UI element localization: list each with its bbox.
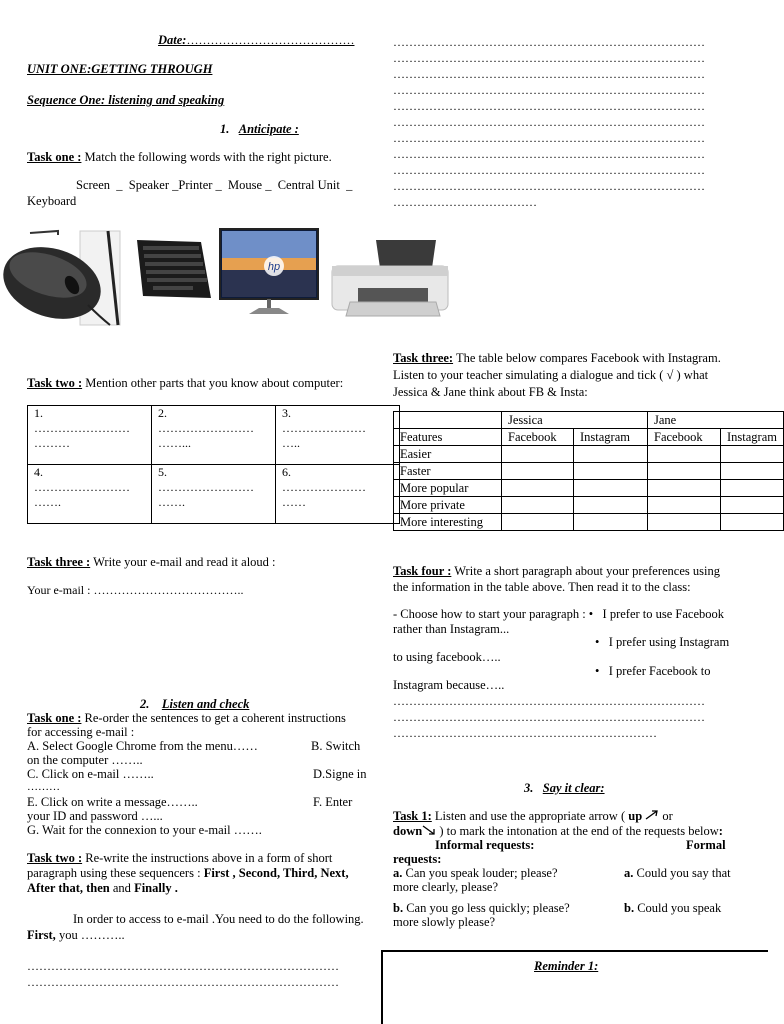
answer-line[interactable]: …………………………………………………………………… xyxy=(27,975,339,989)
cell-dots: ……… xyxy=(34,436,70,450)
first-rest: you ……….. xyxy=(55,928,125,942)
intro-text: In order to access to e-mail .You need to do the following. xyxy=(73,912,364,926)
table-row xyxy=(28,465,400,524)
sequencers-1: First , Second, Third, Next, xyxy=(203,866,349,880)
answer-line[interactable]: ……………………………… xyxy=(393,195,537,209)
cell-number: 1. xyxy=(34,406,43,420)
printer-picture xyxy=(328,238,450,320)
parts-cell[interactable] xyxy=(152,465,276,524)
parts-cell[interactable] xyxy=(28,406,152,465)
mouse-picture xyxy=(0,225,126,333)
unit-title: UNIT ONE:GETTING THROUGH xyxy=(27,62,213,76)
tick-cell[interactable] xyxy=(574,514,648,531)
tick-cell[interactable] xyxy=(574,497,648,514)
feature-label: Faster xyxy=(394,463,502,480)
item-label: b. xyxy=(624,901,635,915)
word-list: Screen _ Speaker _Printer _ Mouse _ Central Unit _ xyxy=(76,178,353,192)
rewrite-label: Task two : xyxy=(27,851,83,865)
item-label: a. xyxy=(624,866,634,880)
cell-number: 6. xyxy=(282,465,291,479)
task-three-right-line3: Jessica & Jane think about FB & Insta: xyxy=(393,385,588,399)
tick-cell[interactable] xyxy=(648,497,721,514)
answer-line[interactable]: …………………………………………………………………… xyxy=(393,163,705,177)
parts-table xyxy=(27,405,400,524)
task-four-label: Task four : xyxy=(393,564,452,578)
say-task-label: Task 1: xyxy=(393,809,432,823)
tick-cell[interactable] xyxy=(502,480,574,497)
email-field[interactable]: Your e-mail : ……………………………….. xyxy=(27,583,244,597)
formal-a xyxy=(624,866,731,881)
header-instagram: Instagram xyxy=(574,429,648,446)
sentence-a: A. Select Google Chrome from the menu…… xyxy=(27,739,258,753)
empty-cell xyxy=(394,412,502,429)
sentence-c: C. Click on e-mail …….. xyxy=(27,767,154,781)
task-four-text: Write a short paragraph about your preferences using xyxy=(451,564,720,578)
choose-option-1: - Choose how to start your paragraph : • I prefer to use Facebook xyxy=(393,607,725,621)
sentence-e: E. Click on write a message…….. xyxy=(27,795,198,809)
task-two-text: Mention other parts that you know about computer: xyxy=(82,376,344,390)
tick-cell[interactable] xyxy=(648,480,721,497)
formal-heading: Formal xyxy=(686,838,726,852)
header-instagram: Instagram xyxy=(721,429,784,446)
reorder-task xyxy=(27,711,377,739)
cell-number: 3. xyxy=(282,406,291,420)
item-text: Could you say that xyxy=(633,866,731,880)
section-2-number: 2. xyxy=(140,697,150,711)
cell-dots: ……... xyxy=(158,436,191,450)
answer-line[interactable]: ………………………………………………………… xyxy=(393,726,657,740)
arrow-up-icon xyxy=(645,809,659,823)
arrow-down-icon xyxy=(422,824,436,838)
section-1-number: 1. xyxy=(220,122,230,136)
choose-option-2: • I prefer using Instagram xyxy=(595,635,730,649)
say-task-text: Listen and use the appropriate arrow ( xyxy=(431,809,629,823)
section-3-heading xyxy=(524,781,605,796)
table-row xyxy=(394,446,784,463)
tick-cell[interactable] xyxy=(574,480,648,497)
tick-cell[interactable] xyxy=(574,446,648,463)
cell-dots: ….. xyxy=(282,436,300,450)
sentence-b: B. Switch xyxy=(311,739,361,753)
answer-line[interactable]: …………………………………………………………………… xyxy=(393,131,705,145)
task-three-label: Task three : xyxy=(27,555,91,569)
date-label: Date: xyxy=(158,33,187,47)
cell-dots: …… xyxy=(282,495,306,509)
header-facebook: Facebook xyxy=(502,429,574,446)
cell-number: 4. xyxy=(34,465,43,479)
sentence-f-cont: your ID and password …... xyxy=(27,809,163,823)
feature-label: Easier xyxy=(394,446,502,463)
person-jane: Jane xyxy=(648,412,784,429)
tick-cell[interactable] xyxy=(502,514,574,531)
task-one-text: Match the following words with the right picture. xyxy=(81,150,332,164)
rewrite-and: and xyxy=(109,881,135,895)
answer-line[interactable]: …………………………………………………………………… xyxy=(393,179,705,193)
table-row xyxy=(28,406,400,465)
answer-line[interactable]: …………………………………………………………………… xyxy=(393,115,705,129)
task-three-right-line2: Listen to your teacher simulating a dialogue and tick ( √ ) what xyxy=(393,368,709,382)
or-word: or xyxy=(659,809,673,823)
section-2-title: Listen and check xyxy=(161,697,250,711)
first-word: First, xyxy=(27,928,56,942)
item-text: Could you speak xyxy=(634,901,722,915)
tick-cell[interactable] xyxy=(721,497,784,514)
informal-heading: Informal requests: xyxy=(435,838,535,852)
answer-line[interactable]: …………………………………………………………………… xyxy=(393,83,705,97)
choose-option-2-cont: to using facebook….. xyxy=(393,650,501,664)
task-three-email xyxy=(27,555,276,570)
hp-logo: hp xyxy=(267,261,281,273)
cell-dots: ………………… xyxy=(282,421,366,435)
tick-cell[interactable] xyxy=(721,446,784,463)
task-three-right-text: The table below compares Facebook with Instagram. xyxy=(453,351,721,365)
task-one-label: Task one : xyxy=(27,150,82,164)
formal-a-cont: more clearly, please? xyxy=(393,880,499,894)
date-line xyxy=(158,33,354,48)
person-jessica: Jessica xyxy=(502,412,648,429)
tick-cell[interactable] xyxy=(648,446,721,463)
keyboard-picture xyxy=(133,236,213,302)
rewrite-line2: paragraph using these sequencers : xyxy=(27,866,204,880)
table-row xyxy=(394,480,784,497)
rewrite-task xyxy=(27,851,349,896)
feature-label: More private xyxy=(394,497,502,514)
tick-cell[interactable] xyxy=(502,446,574,463)
table-row xyxy=(394,497,784,514)
cell-dots: ……. xyxy=(34,495,61,509)
task-one-match xyxy=(27,150,332,165)
task-four-line2: the information in the table above. Then read it to the class: xyxy=(393,580,691,594)
tick-cell[interactable] xyxy=(721,463,784,480)
parts-cell[interactable] xyxy=(276,465,400,524)
task-three-right-label: Task three: xyxy=(393,351,454,365)
answer-line[interactable]: …………………………………………………………………… xyxy=(393,67,705,81)
task-two-label: Task two : xyxy=(27,376,83,390)
compare-table-wrap xyxy=(393,411,777,531)
cell-dots: …………………… xyxy=(34,480,130,494)
tick-cell[interactable] xyxy=(648,463,721,480)
rewrite-text: Re-write the instructions above in a form of short xyxy=(82,851,333,865)
tick-cell[interactable] xyxy=(721,514,784,531)
item-label: a. xyxy=(393,866,403,880)
sequence-title: Sequence One: listening and speaking xyxy=(27,93,225,107)
down-word: down xyxy=(393,824,423,838)
feature-label: More interesting xyxy=(394,514,502,531)
monitor-picture xyxy=(219,228,319,318)
feature-label: More popular xyxy=(394,480,502,497)
header-facebook: Facebook xyxy=(648,429,721,446)
say-task-colon: : xyxy=(718,824,723,838)
sentence-g: G. Wait for the connexion to your e-mail ……. xyxy=(27,823,262,837)
answer-line[interactable]: …………………………………………………………………… xyxy=(393,35,705,49)
table-row xyxy=(394,514,784,531)
choose-option-3: • I prefer Facebook to xyxy=(595,664,711,678)
answer-line[interactable]: …………………………………………………………………… xyxy=(393,99,705,113)
informal-a xyxy=(393,866,558,881)
sentence-d: D.Signe in xyxy=(313,767,367,781)
informal-b xyxy=(393,901,570,916)
section-1-heading xyxy=(220,122,299,137)
formal-b-cont: more slowly please? xyxy=(393,915,496,929)
tick-cell[interactable] xyxy=(721,480,784,497)
parts-cell[interactable] xyxy=(276,406,400,465)
cell-dots: ………………… xyxy=(282,480,366,494)
answer-line[interactable]: …………………………………………………………………… xyxy=(393,51,705,65)
reorder-text: Re-order the sentences to get a coherent instructions xyxy=(81,711,346,725)
header-features: Features xyxy=(394,429,502,446)
item-text: Can you speak louder; please? xyxy=(402,866,558,880)
reminder-title: Reminder 1: xyxy=(534,959,599,973)
answer-line[interactable]: …………………………………………………………………… xyxy=(27,959,339,973)
section-3-title: Say it clear: xyxy=(542,781,605,795)
tick-cell[interactable] xyxy=(502,497,574,514)
word-list-keyboard: Keyboard xyxy=(27,194,77,208)
date-dots: …………………………………… xyxy=(186,33,355,47)
sequencers-2: After that, then xyxy=(27,881,110,895)
up-word: up xyxy=(628,809,643,823)
parts-cell[interactable] xyxy=(152,406,276,465)
section-3-number: 3. xyxy=(524,781,534,795)
formal-b xyxy=(624,901,721,916)
task-two-parts xyxy=(27,376,343,391)
answer-line[interactable]: …………………………………………………………………… xyxy=(393,147,705,161)
sentence-b-cont: on the computer …….. xyxy=(27,753,143,767)
parts-cell[interactable] xyxy=(28,465,152,524)
tick-cell[interactable] xyxy=(574,463,648,480)
requests-word: requests: xyxy=(393,852,442,866)
answer-line[interactable]: …………………………………………………………………… xyxy=(393,710,705,724)
item-text: Can you go less quickly; please? xyxy=(403,901,570,915)
sentence-d-cont: ……… xyxy=(27,781,60,793)
task-three-compare xyxy=(393,350,763,401)
answer-line[interactable]: …………………………………………………………………… xyxy=(393,694,705,708)
item-label: b. xyxy=(393,901,404,915)
task-four xyxy=(393,563,763,595)
section-2-heading xyxy=(140,697,249,712)
table-row xyxy=(394,463,784,480)
sequencers-3: Finally . xyxy=(134,881,178,895)
table-row xyxy=(394,429,784,446)
task-three-text: Write your e-mail and read it aloud : xyxy=(90,555,276,569)
choose-option-1-cont: rather than Instagram... xyxy=(393,622,510,636)
cell-dots: …………………… xyxy=(34,421,130,435)
cell-dots: …………………… xyxy=(158,421,254,435)
tick-cell[interactable] xyxy=(648,514,721,531)
reorder-text-2: for accessing e-mail : xyxy=(27,725,135,739)
cell-number: 5. xyxy=(158,465,167,479)
intro-first-line xyxy=(27,928,125,943)
tick-cell[interactable] xyxy=(502,463,574,480)
reorder-label: Task one : xyxy=(27,711,82,725)
section-1-title: Anticipate : xyxy=(238,122,299,136)
compare-table xyxy=(393,411,784,531)
cell-dots: …………………… xyxy=(158,480,254,494)
cell-dots: ……. xyxy=(158,495,185,509)
sentence-f: F. Enter xyxy=(313,795,353,809)
reminder-box xyxy=(381,950,768,1024)
choose-option-3-cont: Instagram because….. xyxy=(393,678,505,692)
table-row xyxy=(394,412,784,429)
say-task-text2: ) to mark the intonation at the end of the requests below xyxy=(436,824,719,838)
cell-number: 2. xyxy=(158,406,167,420)
say-it-task xyxy=(393,809,765,839)
